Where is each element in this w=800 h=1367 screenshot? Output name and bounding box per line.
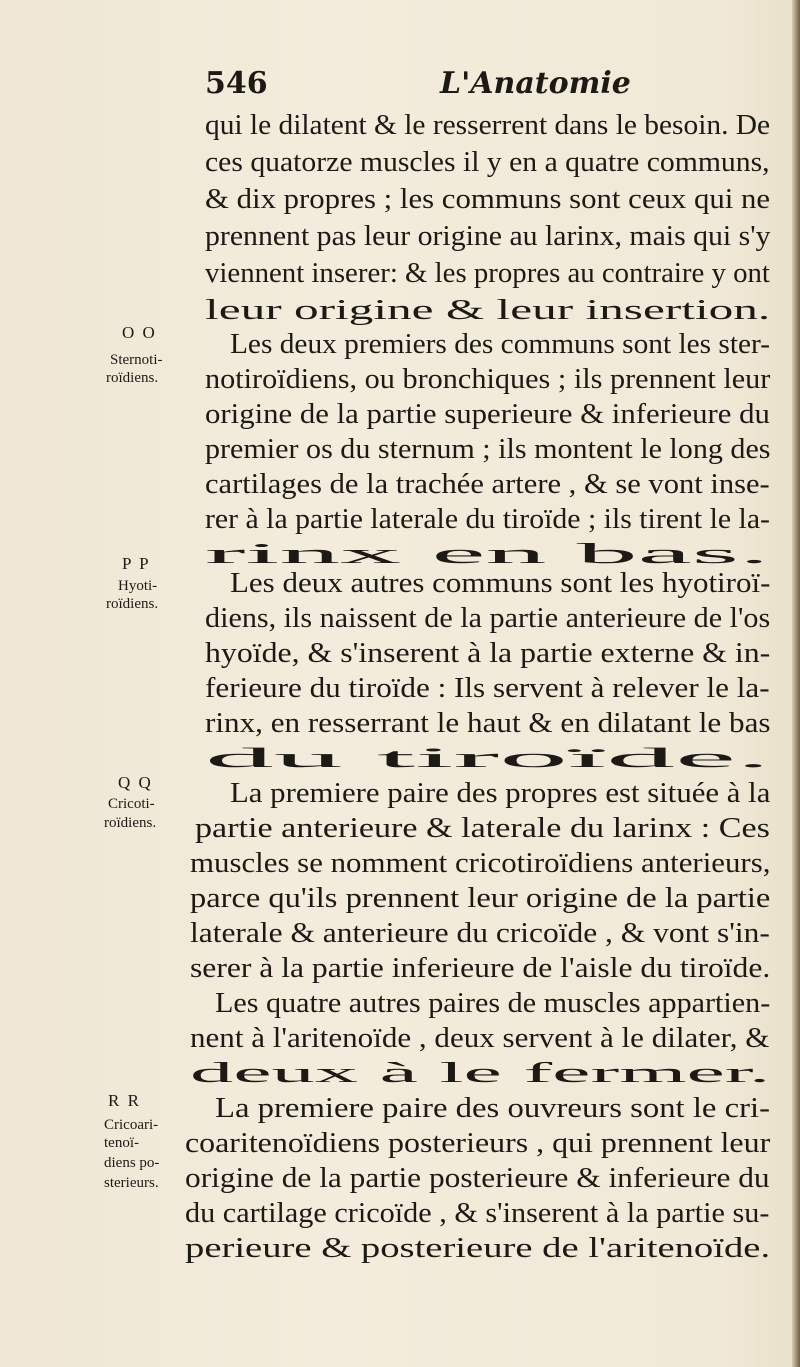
margin-label: Hyoti-: [118, 578, 158, 594]
body-line: hyoïde, & s'inserent à la partie externe & in-: [205, 638, 771, 669]
margin-letters: O O: [122, 323, 157, 342]
margin-label: Cricoari-: [104, 1117, 159, 1133]
running-head: [205, 66, 765, 106]
margin-label: sterieurs.: [104, 1175, 159, 1191]
body-line: origine de la partie superieure & inferieure du: [205, 399, 770, 430]
body-line: La premiere paire des ouvreurs sont le cri-: [215, 1093, 771, 1124]
body-line: Les deux autres communs sont les hyotiroï-: [230, 568, 771, 599]
body-line: rer à la partie laterale du tiroïde ; ils tirent le la-: [205, 504, 770, 535]
body-line: qui le dilatent & le resserrent dans le besoin. De: [205, 110, 771, 141]
body-line: notiroïdiens, ou bronchiques ; ils prennent leur: [205, 364, 771, 395]
body-line: parce qu'ils prennent leur origine de la partie: [190, 883, 771, 914]
margin-label: roïdiens.: [104, 815, 157, 831]
margin-letters: Q Q: [118, 773, 153, 792]
running-title: L'Anatomie: [440, 66, 631, 101]
margin-label: tenoï-: [104, 1135, 139, 1151]
body-line: diens, ils naissent de la partie anterieure de l'os: [205, 603, 771, 634]
body-line: & dix propres ; les communs sont ceux qui ne: [205, 184, 771, 215]
margin-label: roïdiens.: [106, 370, 159, 386]
margin-label: Cricoti-: [108, 796, 155, 812]
body-line: nent à l'aritenoïde , deux servent à le dilater, &: [190, 1023, 770, 1054]
body-line: rinx, en resserrant le haut & en dilatant le bas: [205, 708, 771, 739]
margin-letters: R R: [108, 1091, 141, 1110]
body-line: partie anterieure & laterale du larinx : Ces: [195, 813, 770, 844]
body-line: laterale & anterieure du cricoïde , & vont s'in-: [190, 918, 770, 949]
body-line: du tiroïde.: [205, 743, 771, 774]
page-number: 546: [205, 66, 268, 101]
body-line: du cartilage cricoïde , & s'inserent à la partie su-: [185, 1198, 770, 1229]
body-line: coaritenoïdiens posterieurs , qui prennent leur: [185, 1128, 771, 1159]
body-line: cartilages de la trachée artere , & se vont inse-: [205, 469, 770, 500]
body-line: muscles se nomment cricotiroïdiens anterieurs,: [190, 848, 771, 879]
body-line: leur origine & leur insertion.: [205, 295, 771, 326]
body-line: Les quatre autres paires de muscles appartien-: [215, 988, 771, 1019]
body-line: origine de la partie posterieure & inferieure du: [185, 1163, 770, 1194]
body-line: deux à le fermer.: [190, 1058, 771, 1089]
body-line: prennent pas leur origine au larinx, mais qui s'y: [205, 221, 771, 252]
body-line: viennent inserer: & les propres au contraire y ont: [205, 258, 770, 289]
margin-label: Sternoti-: [110, 352, 163, 368]
margin-label: roïdiens.: [106, 596, 159, 612]
body-line: ferieure du tiroïde : Ils servent à relever le la-: [205, 673, 770, 704]
body-line: rinx en bas.: [205, 539, 770, 570]
body-line: perieure & posterieure de l'aritenoïde.: [185, 1233, 771, 1264]
margin-label: diens po-: [104, 1155, 160, 1171]
body-line: serer à la partie inferieure de l'aisle du tiroïde.: [190, 953, 771, 984]
page-edge: [792, 0, 800, 1367]
body-line: ces quatorze muscles il y en a quatre communs,: [205, 147, 770, 178]
body-line: La premiere paire des propres est située à la: [230, 778, 771, 809]
body-line: Les deux premiers des communs sont les ster-: [230, 329, 770, 360]
body-line: premier os du sternum ; ils montent le long des: [205, 434, 771, 465]
margin-letters: P P: [122, 554, 151, 573]
